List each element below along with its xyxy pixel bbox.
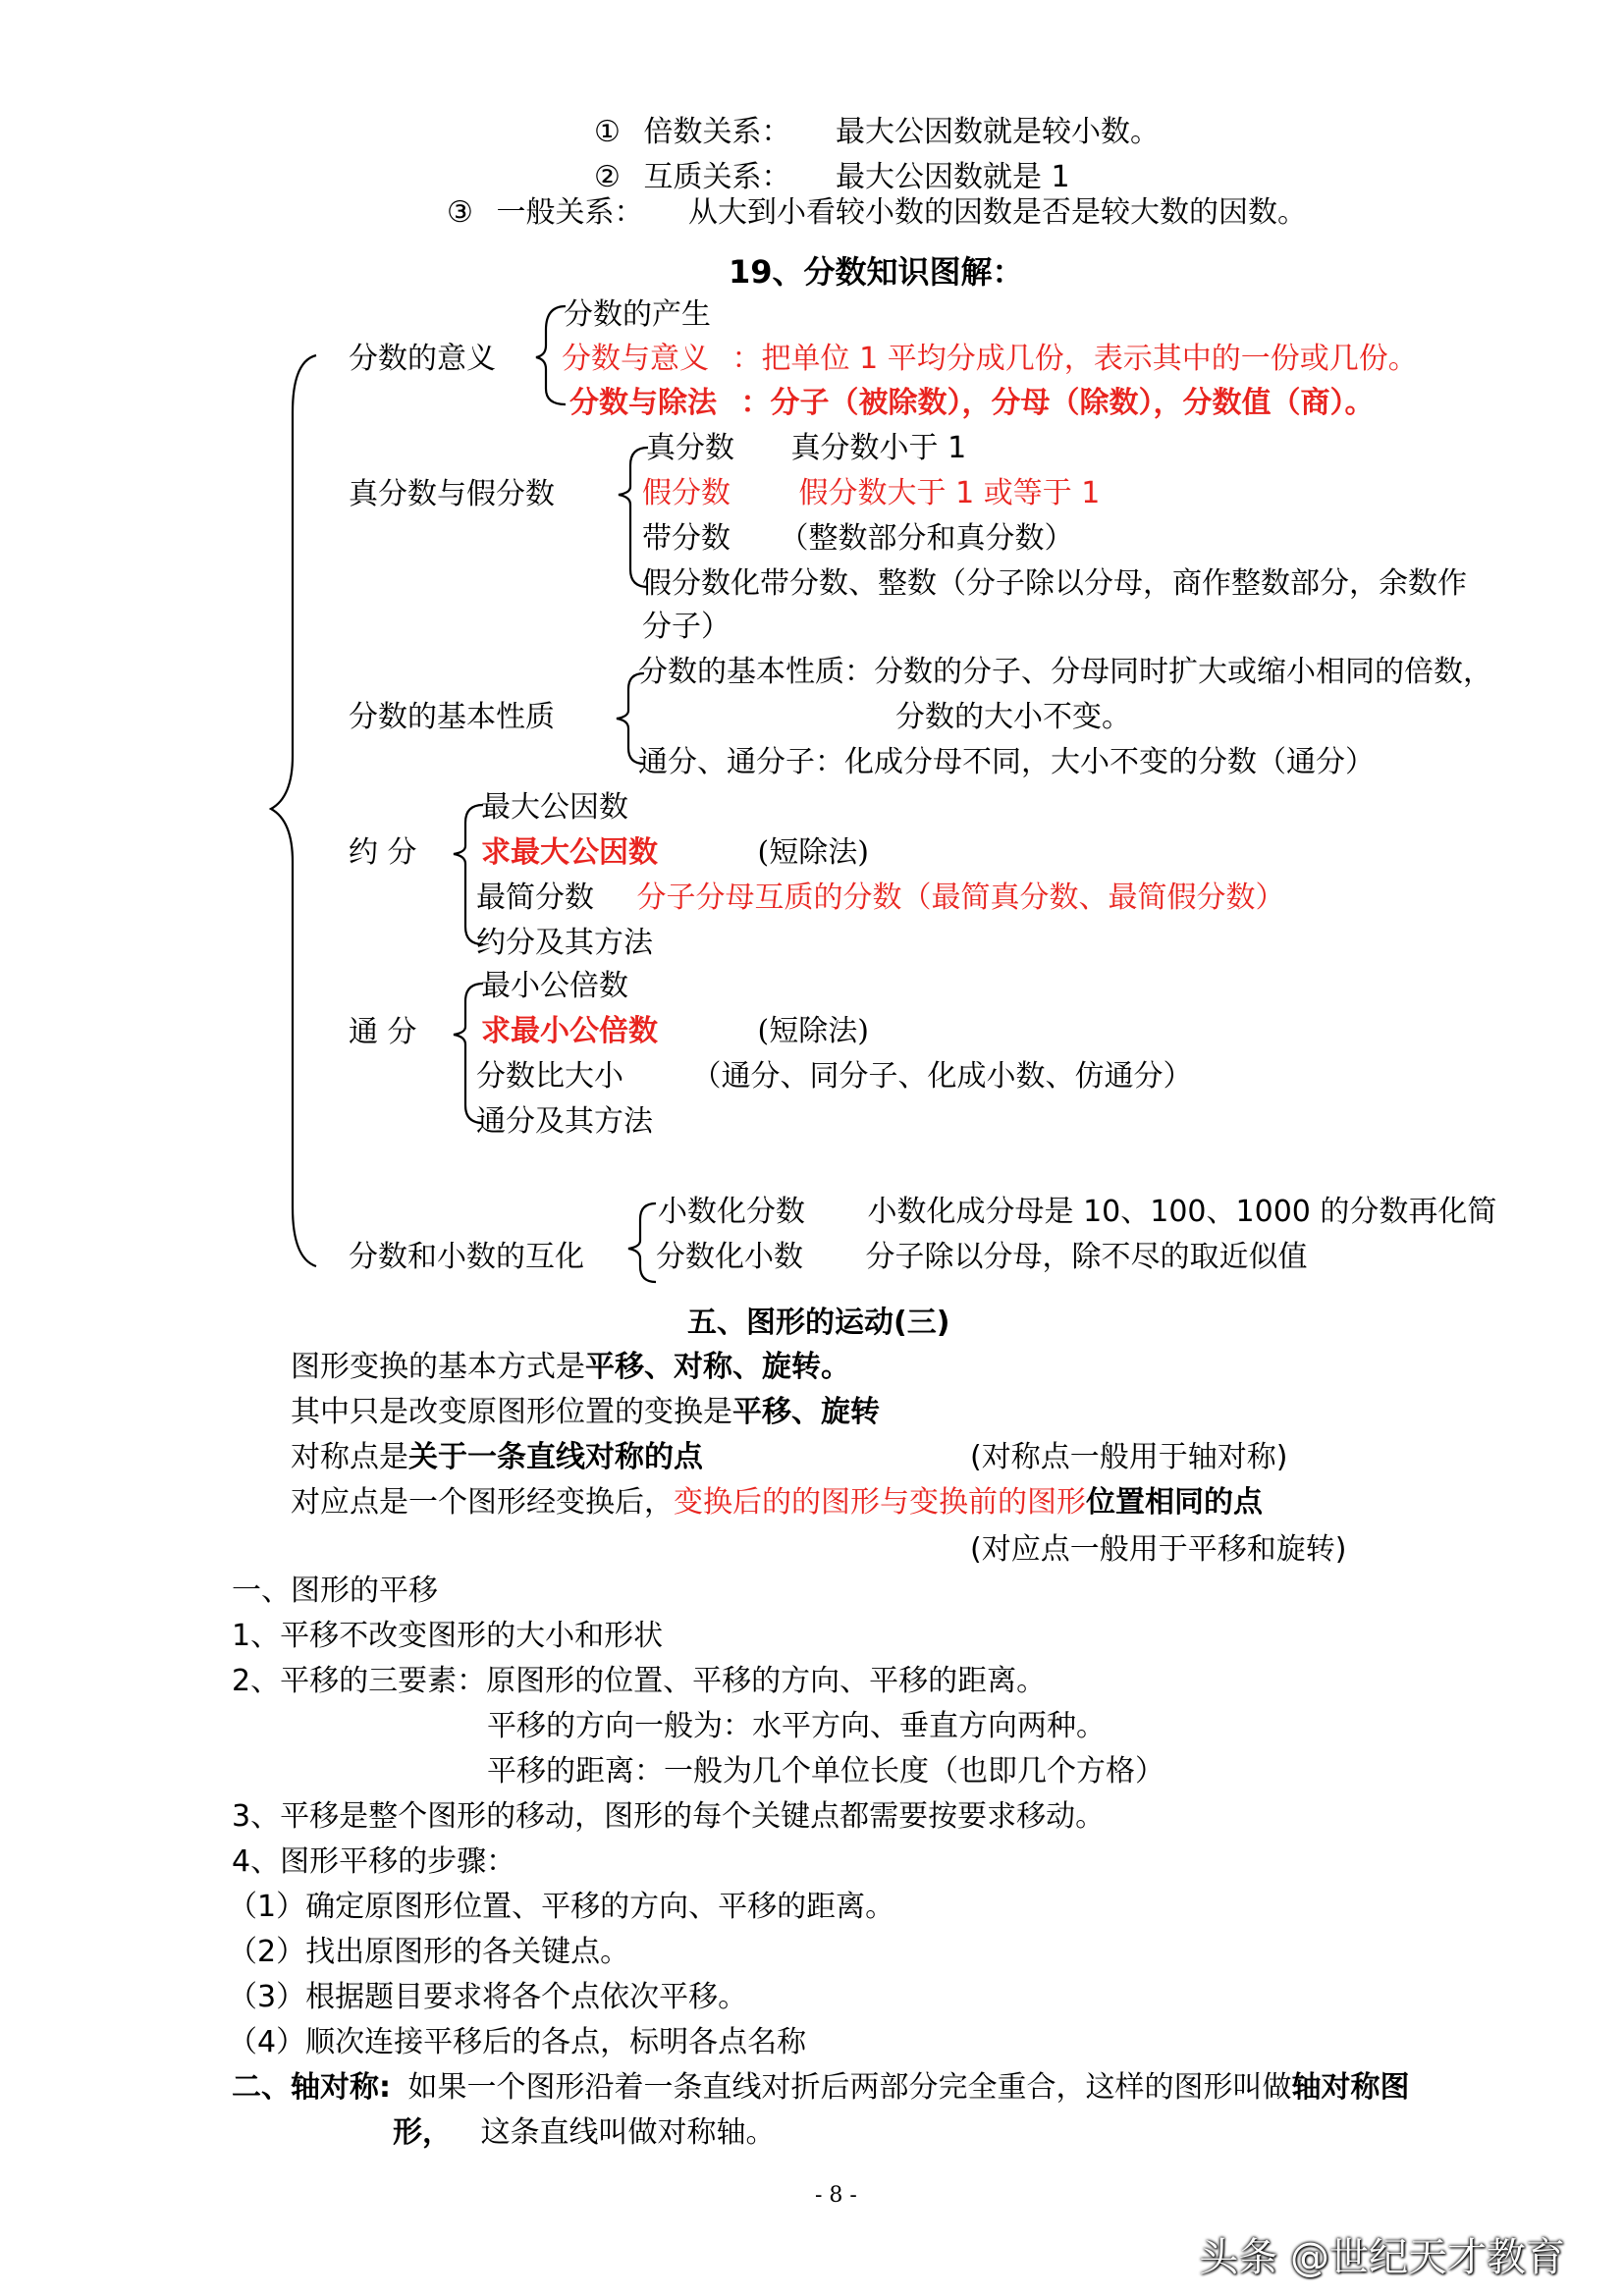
motion-line-4-note: (对应点一般用于平移和旋转) — [970, 1532, 1347, 1567]
reduce-item-2: 求最大公因数 (短除法) — [481, 835, 869, 870]
basic-item-1-cont: 分数的大小不变。 — [895, 700, 1131, 734]
gcd-line-1: ① 倍数关系： 最大公因数就是较小数。 — [594, 115, 1160, 149]
translation-step-1: （1）确定原图形位置、平移的方向、平移的距离。 — [228, 1890, 895, 1924]
translation-point-2: 2、平移的三要素：原图形的位置、平移的方向、平移的距离。 — [232, 1664, 1047, 1698]
basic-item-2: 通分、通分子：化成分母不同，大小不变的分数（通分） — [638, 745, 1375, 779]
convert-item-2: 分数化小数 分子除以分母，除不尽的取近似值 — [656, 1240, 1308, 1274]
meaning-item-2: 分数与意义 ：把单位 1 平均分成几份，表示其中的一份或几份。 — [562, 342, 1418, 376]
translation-point-4: 4、图形平移的步骤： — [232, 1844, 516, 1879]
motion-line-2: 其中只是改变原图形位置的变换是平移、旋转 — [291, 1395, 880, 1429]
translation-point-2b: 平移的距离：一般为几个单位长度（也即几个方格） — [487, 1754, 1164, 1789]
proper-item-1: 真分数 真分数小于 1 — [646, 431, 967, 465]
common-item-4: 通分及其方法 — [476, 1104, 653, 1139]
common-label: 通 分 — [349, 1015, 417, 1049]
common-item-3: 分数比大小 （通分、同分子、化成小数、仿通分） — [476, 1059, 1193, 1094]
main-brace — [271, 355, 316, 1266]
common-item-1: 最小公倍数 — [481, 969, 628, 1003]
fractions-title: 19、分数知识图解： — [729, 253, 1024, 291]
basic-item-1: 分数的基本性质：分数的分子、分母同时扩大或缩小相同的倍数， — [638, 655, 1492, 689]
brace-common — [454, 984, 483, 1123]
meaning-label: 分数的意义 — [349, 342, 496, 376]
brace-reduce — [454, 805, 483, 944]
watermark: 头条 @世纪天才教育 — [1199, 2235, 1565, 2280]
motion-title: 五、图形的运动(三) — [687, 1306, 950, 1340]
reduce-label: 约 分 — [349, 835, 417, 870]
proper-label: 真分数与假分数 — [349, 477, 555, 511]
proper-item-2: 假分数 假分数大于 1 或等于 1 — [642, 476, 1101, 510]
convert-label: 分数和小数的互化 — [349, 1240, 584, 1274]
convert-item-1: 小数化分数 小数化成分母是 10、100、1000 的分数再化简 — [658, 1195, 1497, 1229]
motion-line-3: 对称点是关于一条直线对称的点 — [291, 1440, 703, 1474]
translation-step-3: （3）根据题目要求将各个点依次平移。 — [228, 1980, 748, 2014]
translation-point-1: 1、平移不改变图形的大小和形状 — [232, 1619, 664, 1653]
common-item-2: 求最小公倍数 (短除法) — [481, 1014, 869, 1048]
meaning-item-3: 分数与除法 ：分子（被除数），分母（除数），分数值（商）。 — [569, 386, 1375, 420]
brace-convert — [628, 1203, 656, 1282]
page-number: - 8 - — [815, 2183, 857, 2208]
proper-item-4: 假分数化带分数、整数（分子除以分母，商作整数部分，余数作 — [642, 566, 1467, 601]
proper-item-4-cont: 分子） — [642, 610, 731, 644]
gcd-line-2: ② 互质关系： 最大公因数就是 1 — [594, 160, 1070, 194]
motion-line-4: 对应点是一个图形经变换后，变换后的的图形与变换前的图形位置相同的点 — [291, 1485, 1263, 1520]
proper-item-3: 带分数 （整数部分和真分数） — [642, 521, 1074, 556]
axis-line-1: 二、轴对称: 如果一个图形沿着一条直线对折后两部分完全重合，这样的图形叫做轴对称图 — [232, 2070, 1410, 2105]
motion-line-3-note: (对称点一般用于轴对称) — [970, 1440, 1288, 1474]
motion-line-1: 图形变换的基本方式是平移、对称、旋转。 — [291, 1350, 850, 1384]
reduce-item-4: 约分及其方法 — [476, 926, 653, 960]
axis-line-2: 形， 这条直线叫做对称轴。 — [393, 2115, 776, 2150]
translation-step-4: （4）顺次连接平移后的各点，标明各点名称 — [228, 2025, 807, 2059]
meaning-item-1: 分数的产生 — [564, 297, 711, 332]
gcd-line-3: ③ 一般关系： 从大到小看较小数的因数是否是较大数的因数。 — [447, 195, 1307, 230]
translation-point-2a: 平移的方向一般为：水平方向、垂直方向两种。 — [487, 1709, 1106, 1743]
translation-point-3: 3、平移是整个图形的移动，图形的每个关键点都需要按要求移动。 — [232, 1799, 1106, 1834]
reduce-item-1: 最大公因数 — [481, 790, 628, 825]
translation-heading: 一、图形的平移 — [232, 1574, 438, 1608]
translation-step-2: （2）找出原图形的各关键点。 — [228, 1935, 630, 1969]
reduce-item-3: 最简分数 分子分母互质的分数（最简真分数、最简假分数） — [476, 881, 1285, 915]
basic-label: 分数的基本性质 — [349, 700, 555, 734]
